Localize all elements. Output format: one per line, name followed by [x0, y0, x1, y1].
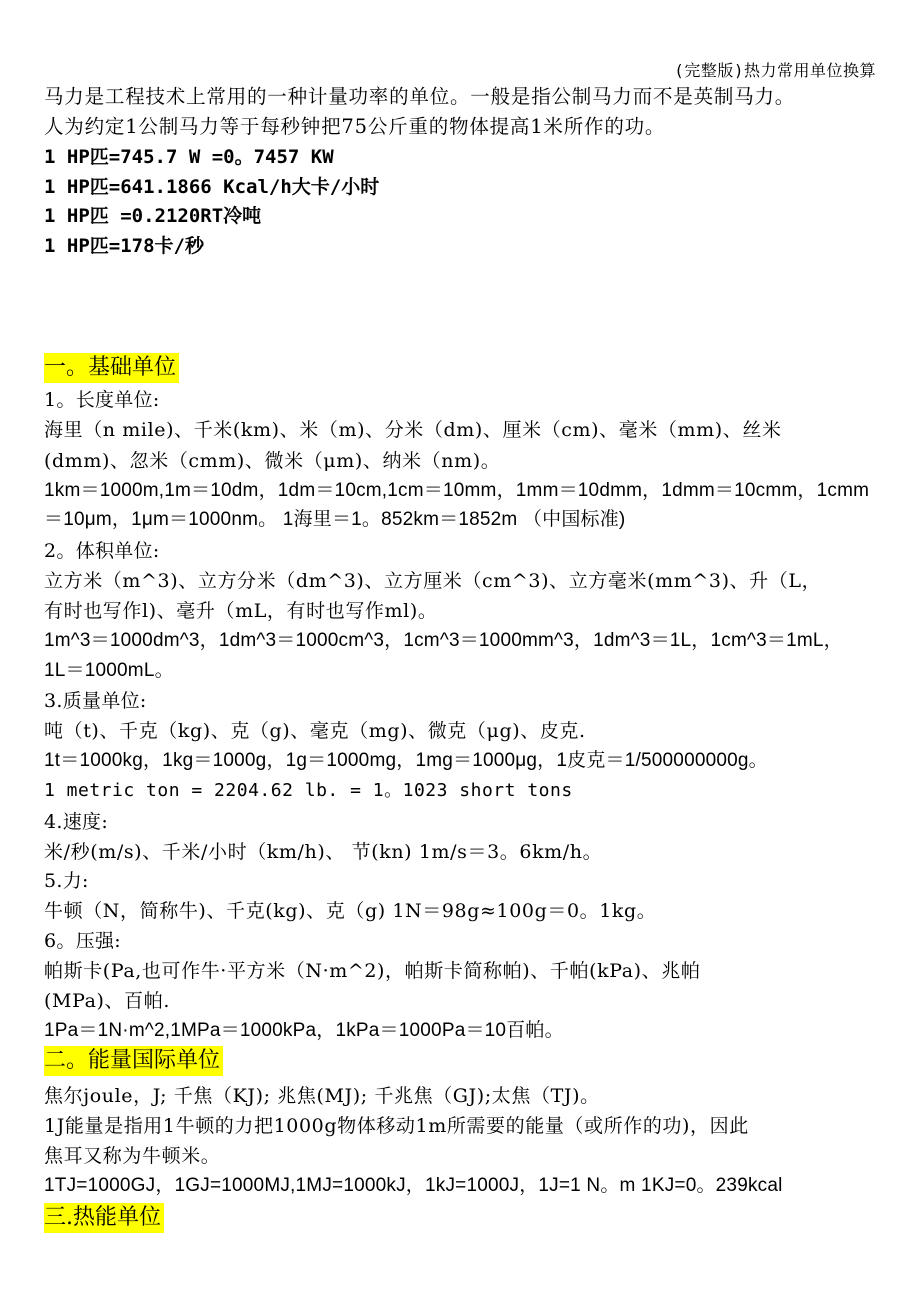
hp-kcal: 1 HP匹=641.1866 Kcal/h大卡/小时: [44, 176, 380, 198]
energy-line-3: 焦耳又称为牛顿米。: [44, 1145, 221, 1167]
section-heading-energy-units: 二。能量国际单位: [44, 1046, 223, 1076]
speed-line-1: 米/秒(m/s)、千米/小时（km/h)、 节(kn) 1m/s＝3。6km/h。: [44, 841, 603, 863]
pressure-line-2: (MPa)、百帕.: [44, 990, 170, 1012]
pressure-title: 6。压强:: [44, 930, 121, 952]
force-title: 5.力:: [44, 870, 89, 892]
pressure-line-1: 帕斯卡(Pa,也可作牛·平方米（N·m^2)，帕斯卡简称帕)、千帕(kPa)、兆帕: [44, 960, 701, 982]
volume-title: 2。体积单位:: [44, 540, 160, 562]
intro-line-2: 人为约定1公制马力等于每秒钟把75公斤重的物体提高1米所作的功。: [44, 115, 666, 138]
mass-line-1: 吨（t)、千克（kg)、克（g)、毫克（mg)、微克（μg)、皮克.: [44, 720, 586, 742]
hp-watt: 1 HP匹=745.7 W =0。7457 KW: [44, 146, 334, 168]
pressure-line-3: 1Pa＝1N·m^2,1MPa＝1000kPa，1kPa＝1000Pa＝10百帕。: [44, 1020, 564, 1041]
mass-title: 3.质量单位:: [44, 690, 147, 712]
hp-rt: 1 HP匹 =0.2120RT冷吨: [44, 205, 262, 227]
length-line-4: ＝10μm，1μm＝1000nm。 1海里＝1。852km＝1852m （中国标准): [44, 509, 626, 530]
length-title: 1。长度单位:: [44, 389, 160, 411]
volume-line-1: 立方米（m^3)、立方分米（dm^3)、立方厘米（cm^3)、立方毫米(mm^3)、升（L，: [44, 570, 822, 592]
volume-line-2: 有时也写作l)、毫升（mL，有时也写作ml)。: [44, 600, 438, 622]
length-line-1: 海里（n mile)、千米(km)、米（m)、分米（dm)、厘米（cm)、毫米（mm)、丝米: [44, 419, 782, 441]
volume-line-3: 1m^3＝1000dm^3，1dm^3＝1000cm^3，1cm^3＝1000mm^3，1dm^3＝1L，1cm^3＝1mL，: [44, 630, 843, 651]
length-line-2: (dmm)、忽米（cmm)、微米（μm)、纳米（nm)。: [44, 450, 501, 472]
energy-line-4: 1TJ=1000GJ，1GJ=1000MJ,1MJ=1000kJ，1kJ=1000J，1J=1 N。m 1KJ=0。239kcal: [44, 1175, 783, 1196]
energy-line-1: 焦尔joule，J; 千焦（KJ); 兆焦(MJ); 千兆焦（GJ);太焦（TJ)。: [44, 1085, 600, 1107]
speed-title: 4.速度:: [44, 811, 109, 833]
volume-line-4: 1L＝1000mL。: [44, 660, 174, 681]
mass-line-3: 1 metric ton = 2204.62 lb. = 1。1023 short tons: [44, 780, 573, 801]
hp-cal: 1 HP匹=178卡/秒: [44, 235, 204, 257]
section-heading-thermal-units: 三.热能单位: [44, 1203, 164, 1233]
mass-line-2: 1t＝1000kg，1kg＝1000g，1g＝1000mg，1mg＝1000μg，1皮克＝1/500000000g。: [44, 750, 768, 771]
section-heading-basic-units: 一。基础单位: [44, 353, 179, 383]
intro-line-1: 马力是工程技术上常用的一种计量功率的单位。一般是指公制马力而不是英制马力。: [44, 85, 796, 108]
page-header: (完整版)热力常用单位换算: [674, 61, 876, 80]
length-line-3: 1km＝1000m,1m＝10dm，1dm＝10cm,1cm＝10mm，1mm＝10dmm，1dmm＝10cmm，1cmm: [44, 480, 870, 501]
energy-line-2: 1J能量是指用1牛顿的力把1000g物体移动1m所需要的能量（或所作的功)，因此: [44, 1115, 749, 1137]
force-line-1: 牛顿（N，简称牛)、千克(kg)、克（g) 1N＝98g≈100g＝0。1kg。: [44, 900, 657, 922]
